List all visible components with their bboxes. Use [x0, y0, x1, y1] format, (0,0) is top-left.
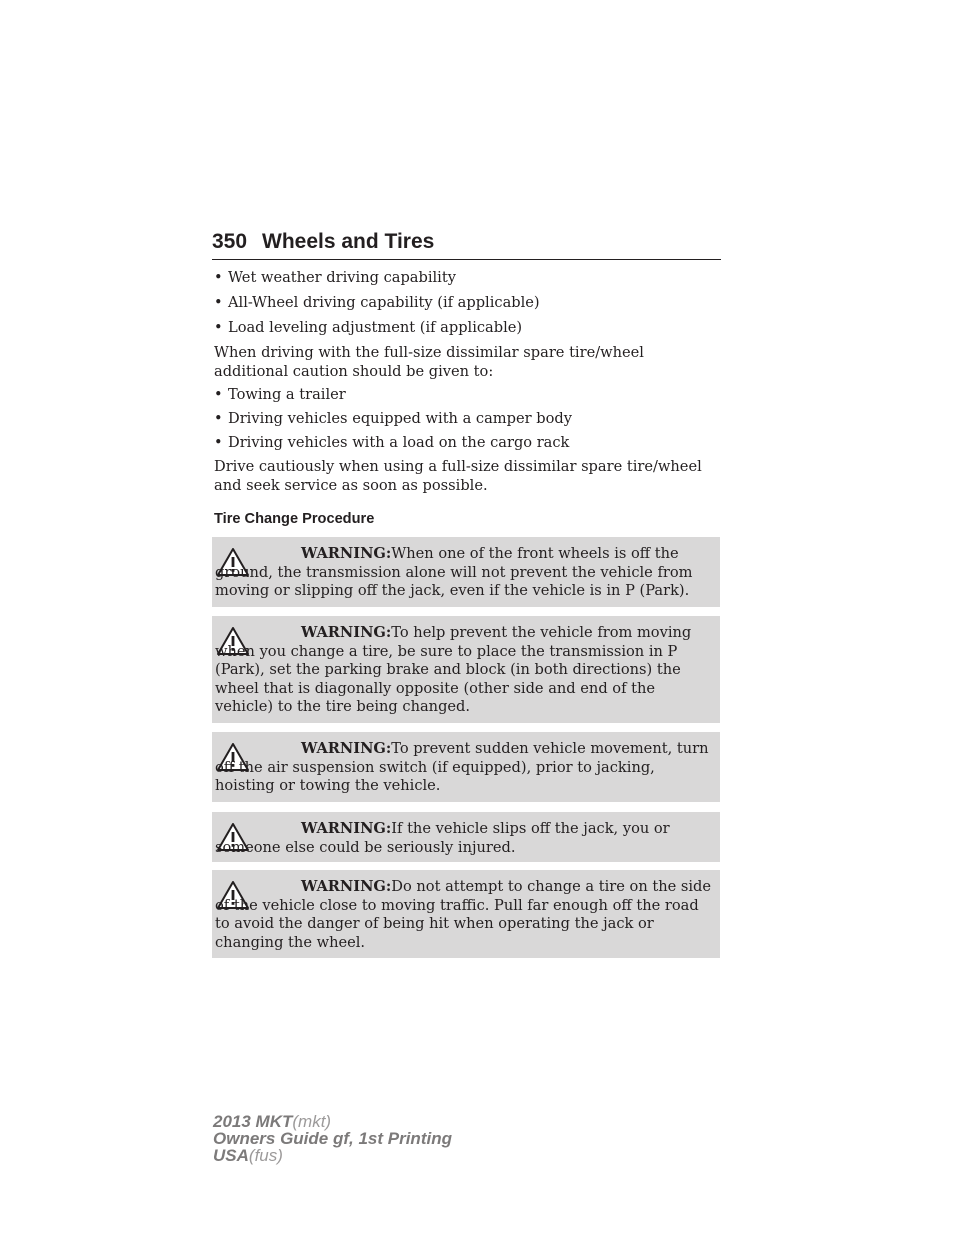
- warning-box: [212, 812, 720, 862]
- model-code: (mkt): [292, 1112, 332, 1131]
- list-item: • Driving vehicles equipped with a camper body: [214, 410, 572, 427]
- bullet-icon: •: [214, 269, 223, 286]
- warning-text: WARNING:To prevent sudden vehicle movement, turn off the air suspension switch (if equipped), prior to jacking, hoisting or towing the vehicle.: [215, 740, 709, 795]
- header-rule: [212, 259, 721, 260]
- warning-label: WARNING:: [301, 740, 392, 757]
- bullet-icon: •: [214, 410, 223, 427]
- warning-text: WARNING:Do not attempt to change a tire on the side of the vehicle close to moving traffic. Pull far enough off the road to avoid the danger of being hit when operating the jack or changing the wheel.: [215, 878, 712, 951]
- warning-text: WARNING:If the vehicle slips off the jack, you or someone else could be seriously injured.: [215, 820, 670, 856]
- warning-label: WARNING:: [301, 624, 392, 641]
- warning-label: WARNING:: [301, 545, 392, 562]
- section-title: Wheels and Tires: [262, 230, 435, 253]
- warning-label: WARNING:: [301, 878, 392, 895]
- list-item: • Driving vehicles with a load on the cargo rack: [214, 434, 570, 451]
- warning-text: WARNING:When one of the front wheels is off the ground, the transmission alone will not prevent the vehicle from moving or slipping off the jack, even if the vehicle is in P (Park).: [215, 545, 693, 600]
- list-item: • Wet weather driving capability: [214, 269, 456, 286]
- paragraph: When driving with the full-size dissimilar spare tire/wheel additional caution should be given to:: [214, 344, 644, 380]
- warning-box: [212, 732, 720, 802]
- paragraph: Drive cautiously when using a full-size dissimilar spare tire/wheel and seek service as soon as possible.: [214, 458, 702, 494]
- model-year: 2013 MKT: [213, 1112, 293, 1131]
- bullet-icon: •: [214, 294, 223, 311]
- page-header: [212, 230, 721, 260]
- market: USA: [213, 1146, 249, 1165]
- warning-box: [212, 537, 720, 607]
- warning-text: WARNING:To help prevent the vehicle from moving when you change a tire, be sure to place the transmission in P (Park), set the parking brake and block (in both directions) the wheel that is diagonally opposite (other side and end of the vehicle) to the tire being changed.: [215, 624, 692, 716]
- page-footer: [213, 1113, 452, 1164]
- market-code: (fus): [248, 1146, 283, 1165]
- page-number: 350: [212, 230, 248, 253]
- bullet-icon: •: [214, 319, 223, 336]
- warning-box: [212, 616, 720, 723]
- list-item: • Load leveling adjustment (if applicable): [214, 319, 523, 336]
- guide-edition: Owners Guide gf, 1st Printing: [213, 1129, 452, 1148]
- bullet-icon: •: [214, 386, 223, 403]
- list-item: • Towing a trailer: [214, 386, 346, 403]
- warning-box: [212, 870, 720, 958]
- subheading: Tire Change Procedure: [214, 511, 375, 527]
- list-item: • All-Wheel driving capability (if applicable): [214, 294, 540, 311]
- warning-label: WARNING:: [301, 820, 392, 837]
- bullet-icon: •: [214, 434, 223, 451]
